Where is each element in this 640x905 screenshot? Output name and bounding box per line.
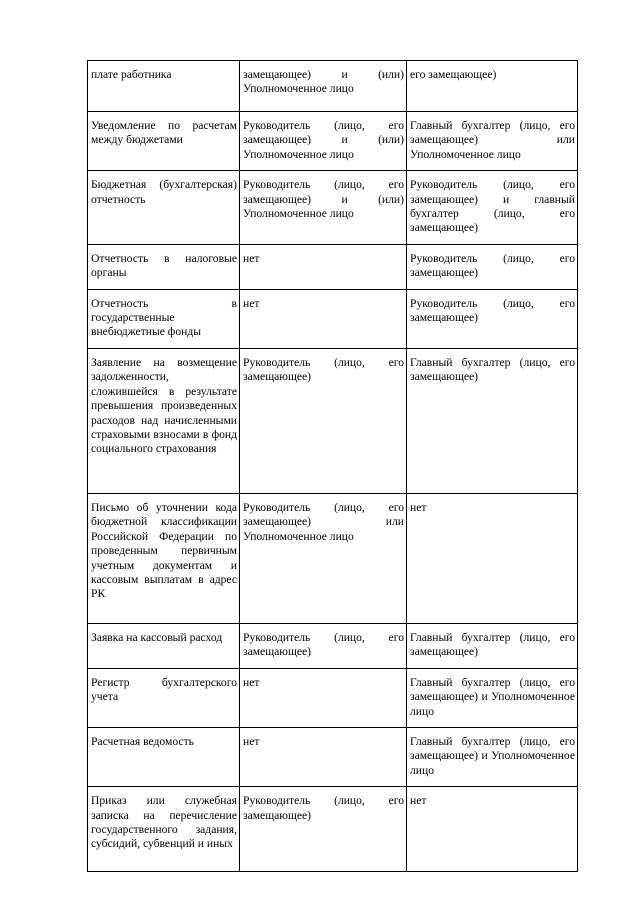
second-signature-cell: Главный бухгалтер (лицо, его замещающее) (407, 623, 578, 668)
document-type-cell: плате работника (88, 61, 240, 112)
second-signature-cell: Руководитель (лицо, его замещающее) и главный бухгалтер (лицо, его замещающее) (407, 171, 578, 245)
first-signature-cell: Руководитель (лицо, его замещающее) (240, 787, 407, 872)
second-signature-cell: Главный бухгалтер (лицо, его замещающее) и Уполномоченное лицо (407, 727, 578, 786)
first-signature-cell: нет (240, 244, 407, 289)
table-row (88, 289, 578, 348)
second-signature-cell: Руководитель (лицо, его замещающее) (407, 244, 578, 289)
document-page (87, 60, 577, 872)
document-type-cell: Приказ или служебная записка на перечисление государственного задания, субсидий, субвенций и иных (88, 787, 240, 872)
first-signature-cell: нет (240, 727, 407, 786)
second-signature-cell: нет (407, 787, 578, 872)
table-row (88, 493, 578, 623)
first-signature-cell: Руководитель (лицо, его замещающее) или Уполномоченное лицо (240, 493, 407, 623)
first-signature-cell: Руководитель (лицо, его замещающее) (240, 348, 407, 493)
document-type-cell: Письмо об уточнении кода бюджетной классификации Российской Федерации по проведенным первичным учетным документам и кассовым выплатам в адрес РК (88, 493, 240, 623)
document-type-cell: Отчетность в налоговые органы (88, 244, 240, 289)
second-signature-cell: Главный бухгалтер (лицо, его замещающее) и Уполномоченное лицо (407, 668, 578, 727)
second-signature-cell: Главный бухгалтер (лицо, его замещающее) (407, 348, 578, 493)
table-row (88, 61, 578, 112)
first-signature-cell: замещающее) и (или) Уполномоченное лицо (240, 61, 407, 112)
second-signature-cell: Руководитель (лицо, его замещающее) (407, 289, 578, 348)
signature-rights-table (87, 60, 578, 872)
first-signature-cell: Руководитель (лицо, его замещающее) и (или) Уполномоченное лицо (240, 171, 407, 245)
table-row (88, 668, 578, 727)
table-row (88, 623, 578, 668)
document-type-cell: Заявление на возмещение задолженности, сложившейся в результате превышения произведенных расходов над начисленными страховыми взносами в фонд социального страхования (88, 348, 240, 493)
document-type-cell: Отчетность в государственные внебюджетные фонды (88, 289, 240, 348)
first-signature-cell: нет (240, 668, 407, 727)
table-row (88, 171, 578, 245)
document-type-cell: Заявка на кассовый расход (88, 623, 240, 668)
table-row (88, 727, 578, 786)
document-type-cell: Уведомление по расчетам между бюджетами (88, 112, 240, 171)
second-signature-cell: нет (407, 493, 578, 623)
first-signature-cell: Руководитель (лицо, его замещающее) (240, 623, 407, 668)
first-signature-cell: Руководитель (лицо, его замещающее) и (или) Уполномоченное лицо (240, 112, 407, 171)
table-row (88, 348, 578, 493)
second-signature-cell: Главный бухгалтер (лицо, его замещающее) или Уполномоченное лицо (407, 112, 578, 171)
second-signature-cell: его замещающее) (407, 61, 578, 112)
document-type-cell: Бюджетная (бухгалтерская) отчетность (88, 171, 240, 245)
table-row (88, 244, 578, 289)
table-row (88, 112, 578, 171)
first-signature-cell: нет (240, 289, 407, 348)
document-type-cell: Расчетная ведомость (88, 727, 240, 786)
document-type-cell: Регистр бухгалтерского учета (88, 668, 240, 727)
table-row (88, 787, 578, 872)
